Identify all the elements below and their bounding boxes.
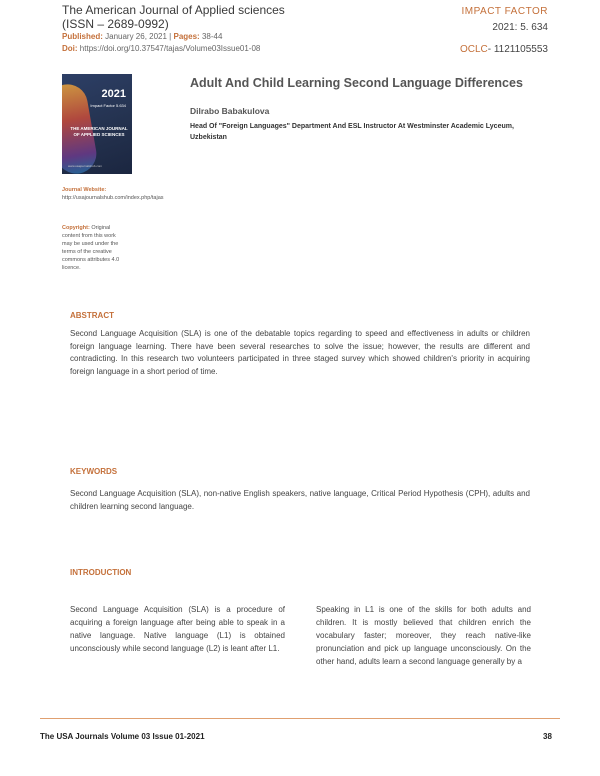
impact-factor-label: IMPACT FACTOR <box>461 6 548 17</box>
journal-website-block <box>62 186 164 202</box>
cover-impact-text: Impact Factor 5.634 <box>90 103 126 108</box>
journal-issn: (ISSN – 2689-0992) <box>62 17 169 31</box>
page-number: 38 <box>543 732 552 741</box>
abstract-text: Second Language Acquisition (SLA) is one of the debatable topics regarding to speed and effectiveness in adults or children foreign language learning. There have been several researches to solve the issue; however, the results are different and contradicting. In this research two volunteers participated in three staged survey which showed children's priority in acquiring foreign language in a short period of time. <box>70 329 530 376</box>
footer-journal-volume: The USA Journals Volume 03 Issue 01-2021 <box>40 732 205 741</box>
copyright-label: Copyright: <box>62 225 90 231</box>
author-name: Dilrabo Babakulova <box>190 106 270 116</box>
introduction-column-right: Speaking in L1 is one of the skills for both adults and children. It is mostly believed that children enrich the vocabulary faster; moreover, they reach native-like pronunciation and pick up language unconsciously. On the other hand, adults learn a second language generally by a <box>316 605 531 666</box>
pages-label: Pages: <box>173 32 200 41</box>
doi-link[interactable]: https://doi.org/10.37547/tajas/Volume03Issue01-08 <box>79 44 261 53</box>
doi-label: Doi: <box>62 44 78 53</box>
publication-info: Published: January 26, 2021 | Pages: 38-44 <box>62 32 223 41</box>
cover-year: 2021 <box>101 88 126 100</box>
journal-title: The American Journal of Applied sciences <box>62 3 285 17</box>
impact-factor-value: 2021: 5. 634 <box>492 22 548 33</box>
oclc-value: - 1121105553 <box>487 44 548 55</box>
oclc-number <box>460 44 548 55</box>
article-title: Adult And Child Learning Second Language Differences <box>190 76 523 90</box>
journal-cover-image <box>62 74 132 174</box>
website-link[interactable]: http://usajournalshub.com/index.php/tajas <box>62 195 164 201</box>
published-date: January 26, 2021 <box>105 32 167 41</box>
keywords-heading: KEYWORDS <box>70 467 118 476</box>
doi-line <box>62 43 260 54</box>
copyright-text: Original content from this work may be used under the terms of the creative commons attributes 4.0 licence. <box>62 225 120 271</box>
keywords-text: Second Language Acquisition (SLA), non-native English speakers, native language, Critical Period Hypothesis (CPH), adults and children learning second language. <box>70 489 530 511</box>
author-affiliation: Head Of "Foreign Languages" Department And ESL Instructor At Westminster Academic Lyceum, Uzbekistan <box>190 123 514 141</box>
introduction-heading: INTRODUCTION <box>70 568 132 577</box>
copyright-block <box>62 224 126 272</box>
cover-footer-text: www.usajournalshub.com <box>68 164 103 168</box>
introduction-column-left: Second Language Acquisition (SLA) is a procedure of acquiring a foreign language after being able to speak in a native language. Native language (L1) is obtained unconsciously while second language (L2) is leant after L1. <box>70 605 285 653</box>
abstract-heading: ABSTRACT <box>70 311 114 320</box>
pages-range: 38-44 <box>201 32 223 41</box>
website-label: Journal Website: <box>62 187 107 193</box>
oclc-label: OCLC <box>459 44 488 55</box>
published-label: Published: <box>62 32 103 41</box>
cover-journal-name: THE AMERICAN JOURNAL OF APPLIED SCIENCES <box>70 126 128 137</box>
footer-divider <box>40 718 560 719</box>
